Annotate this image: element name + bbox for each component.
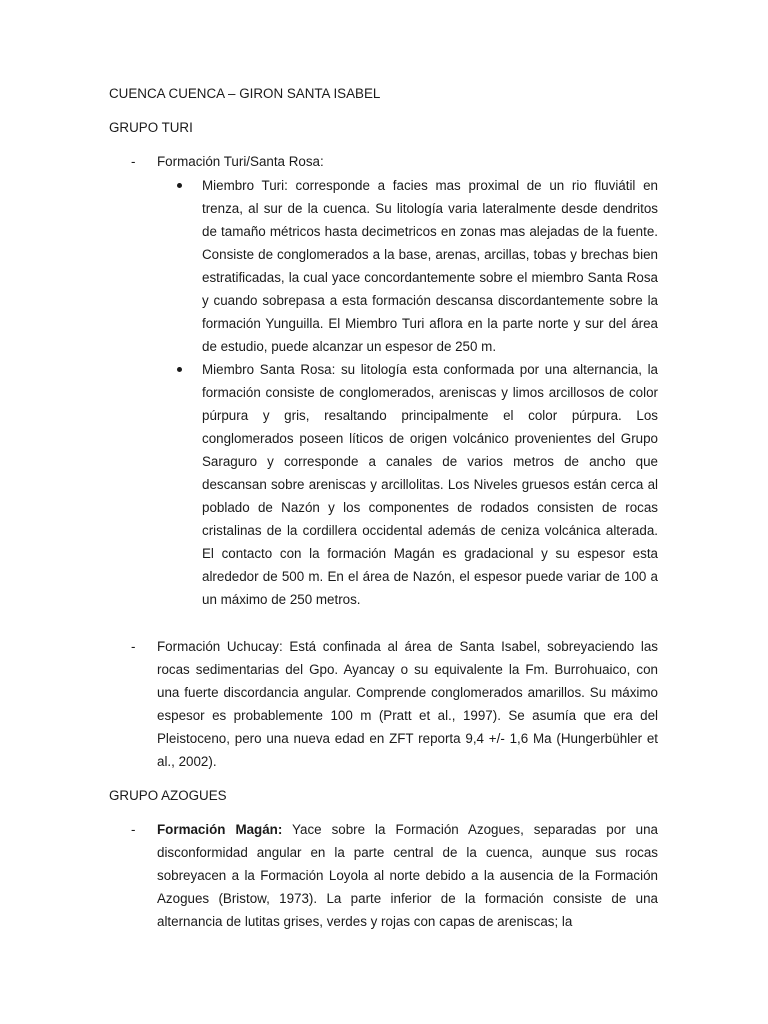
- section-heading-grupo-azogues: GRUPO AZOGUES: [109, 788, 227, 803]
- list-item-formacion-uchucay: [109, 635, 658, 773]
- section-heading-grupo-turi: GRUPO TURI: [109, 120, 193, 135]
- document-title: CUENCA CUENCA – GIRON SANTA ISABEL: [109, 86, 381, 101]
- formacion-magan-text: Yace sobre la Formación Azogues, separadas por una disconformidad angular en la parte central de la cuenca, aunque sus rocas sobreyacen a la Formación Loyola al norte debido a la ausencia de la Formación Azogues (Bristow, 1973). La parte inferior de la formación consiste de una alternancia de lutitas grises, verdes y rojas con capas de areniscas; la: [157, 822, 658, 929]
- list-item-formacion-magan: [109, 818, 658, 933]
- bullet-item-miembro-santa-rosa: [202, 358, 658, 611]
- dash-marker: -: [131, 822, 136, 837]
- bullet-item-miembro-turi: [202, 174, 658, 358]
- list-item-content: [157, 818, 658, 933]
- formacion-magan-paragraph: [157, 818, 658, 933]
- formation-label: Formación Turi/Santa Rosa:: [157, 154, 324, 169]
- list-item-formacion-turi-santa-rosa: [109, 150, 658, 611]
- list-item-content: [157, 150, 658, 611]
- list-item-content: [157, 635, 658, 773]
- dash-marker: -: [131, 639, 136, 654]
- bullet-dot-icon: [177, 367, 182, 372]
- bullet-dot-icon: [177, 183, 182, 188]
- dash-marker: -: [131, 154, 136, 169]
- formacion-magan-lead: Formación Magán:: [157, 822, 283, 837]
- formacion-uchucay-text: Formación Uchucay: Está confinada al área de Santa Isabel, sobreyaciendo las rocas sedimentarias del Gpo. Ayancay o su equivalente la Fm. Burrohuaico, con una fuerte discordancia angular. Comprende conglomerados amarillos. Su máximo espesor es probablemente 100 m (Pratt et al., 1997). Se asumía que era del Pleistoceno, pero una nueva edad en ZFT reporta 9,4 +/- 1,6 Ma (Hungerbühler et al., 2002).: [157, 639, 658, 769]
- bullet-text-miembro-santa-rosa: Miembro Santa Rosa: su litología esta conformada por una alternancia, la formación consiste de conglomerados, areniscas y limos arcillosos de color púrpura y gris, resaltando principalmente el color púrpura. Los conglomerados poseen líticos de origen volcánico provenientes del Grupo Saraguro y corresponde a canales de varios metros de ancho que descansan sobre areniscas y arcillolitas. Los Niveles gruesos están cerca al poblado de Nazón y los componentes de rodados consisten de rocas cristalinas de la cordillera occidental además de ceniza volcánica alterada. El contacto con la formación Magán es gradacional y su espesor esta alrededor de 500 m. En el área de Nazón, el espesor puede variar de 100 a un máximo de 250 metros.: [202, 362, 658, 607]
- bullet-text-miembro-turi: Miembro Turi: corresponde a facies mas proximal de un rio fluviátil en trenza, al sur de la cuenca. Su litología varia lateralmente desde dendritos de tamaño métricos hasta decimetricos en zonas mas alejadas de la fuente. Consiste de conglomerados a la base, arenas, arcillas, tobas y brechas bien estratificadas, la cual yace concordantemente sobre el miembro Santa Rosa y cuando sobrepasa a esta formación descansa discordantemente sobre la formación Yunguilla. El Miembro Turi aflora en la parte norte y sur del área de estudio, puede alcanzar un espesor de 250 m.: [202, 178, 658, 354]
